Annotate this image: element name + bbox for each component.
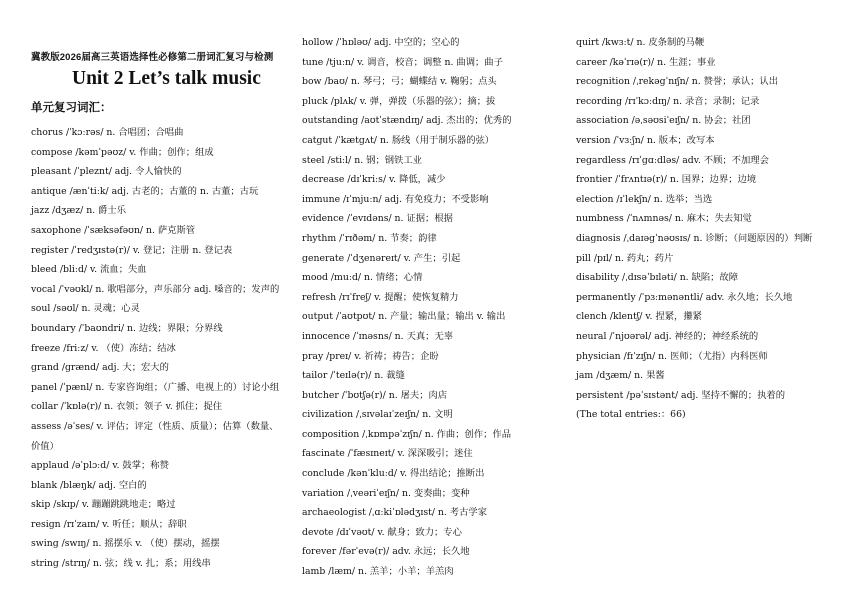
vocab-entry: version /ˈvɜːʃn/ n. 版本；改写本: [576, 134, 715, 146]
vocab-entry: pill /pɪl/ n. 药丸；药片: [576, 252, 674, 264]
vocab-entry: chorus /ˈkɔːrəs/ n. 合唱团；合唱曲: [31, 127, 184, 138]
vocab-entry: vocal /ˈvəʊkl/ n. 歌唱部分，声乐部分 adj. 嗓音的；发声的: [31, 283, 280, 295]
section-title: 单元复习词汇：: [31, 102, 112, 114]
vocab-entry: lamb /læm/ n. 羔羊；小羊；羊羔肉: [302, 566, 454, 578]
vocab-entry: swing /swɪŋ/ n. 摇摆乐 v. （使）摆动，摇摆: [31, 538, 220, 550]
vocab-entry: panel /ˈpænl/ n. 专家咨询组；（广播、电视上的）讨论小组: [31, 381, 280, 393]
vocab-entry: bow /baʊ/ n. 琴弓；弓；蝴蝶结 v. 鞠躬；点头: [302, 76, 497, 88]
vocab-entry: archaeologist /ˌɑːkiˈɒlədʒɪst/ n. 考古学家: [302, 507, 487, 519]
vocab-entry: civilization /ˌsɪvəlaɪˈzeɪʃn/ n. 文明: [302, 409, 453, 421]
vocab-entry: tailor /ˈteɪlə(r)/ n. 裁缝: [302, 370, 405, 382]
vocab-entry: pluck /plʌk/ v. 弹，弹拨（乐器的弦）；摘；拔: [302, 95, 496, 107]
vocab-entry: assess /əˈses/ v. 评估；评定（性质、质量）；估算（数量、: [31, 420, 279, 432]
vocab-entry: numbness /ˈnʌmnəs/ n. 麻木；失去知觉: [576, 213, 752, 225]
vocab-entry: butcher /ˈbʊtʃə(r)/ n. 屠夫；肉店: [302, 389, 448, 401]
vocab-entry: steel /stiːl/ n. 钢；钢铁工业: [302, 154, 422, 166]
vocab-entry: career /kəˈrɪə(r)/ n. 生涯；事业: [576, 56, 716, 68]
vocab-entry: blank /blæŋk/ adj. 空白的: [31, 479, 147, 491]
vocab-entry: immune /ɪˈmjuːn/ adj. 有免疫力；不受影响: [302, 193, 489, 205]
vocab-entry: generate /ˈdʒenəreɪt/ v. 产生；引起: [302, 252, 461, 264]
vocab-entry: boundary /ˈbaʊndri/ n. 边线；界限；分界线: [31, 322, 223, 334]
vocab-entry: hollow /ˈhɒləʊ/ adj. 中空的；空心的: [302, 37, 460, 48]
vocab-entry: tune /tjuːn/ v. 调音，校音；调整 n. 曲调；曲子: [302, 56, 503, 68]
unit-title: Unit 2 Let’s talk music: [72, 68, 261, 89]
vocab-entry: conclude /kənˈkluːd/ v. 得出结论；推断出: [302, 468, 485, 480]
vocab-entry: jazz /dʒæz/ n. 爵士乐: [31, 205, 127, 217]
vocab-entry: pleasant /ˈpleznt/ adj. 令人愉快的: [31, 166, 182, 178]
vocab-entry: election /ɪˈlekʃn/ n. 选举；当选: [576, 193, 713, 205]
vocab-entry: outstanding /aʊtˈstændɪŋ/ adj. 杰出的；优秀的: [302, 115, 512, 127]
vocab-entry: disability /ˌdɪsəˈbɪləti/ n. 缺陷；故障: [576, 272, 739, 284]
vocab-list-3: [576, 33, 846, 425]
vocab-entry: output /ˈaʊtpʊt/ n. 产量；输出量；输出 v. 输出: [302, 311, 506, 323]
vocab-entry: physician /fɪˈzɪʃn/ n. 医师；（尤指）内科医师: [576, 350, 768, 362]
vocab-entry: quirt /kwɜːt/ n. 皮条制的马鞭: [576, 37, 705, 48]
vocab-entry: clench /klentʃ/ v. 捏紧，攥紧: [576, 311, 702, 323]
vocab-entry: mood /muːd/ n. 情绪；心情: [302, 272, 423, 284]
vocab-entry: composition /ˌkɒmpəˈzɪʃn/ n. 作曲；创作；作品: [302, 428, 512, 440]
vocab-entry: freeze /friːz/ v. （使）冻结；结冰: [31, 342, 176, 354]
vocab-entry: pray /preɪ/ v. 祈祷；祷告；企盼: [302, 350, 439, 362]
vocab-entry: resign /rɪˈzaɪn/ v. 听任；顺从；辞职: [31, 518, 187, 530]
vocab-entry: innocence /ˈɪnəsns/ n. 天真；无辜: [302, 330, 454, 342]
vocab-entry: persistent /pəˈsɪstənt/ adj. 坚持不懈的；执着的: [576, 389, 785, 401]
vocab-entry: association /əˌsəʊsiˈeɪʃn/ n. 协会；社团: [576, 115, 751, 127]
vocab-entry: jam /dʒæm/ n. 果酱: [576, 370, 665, 382]
vocab-entry: variation /ˌveəriˈeɪʃn/ n. 变奏曲；变种: [302, 487, 470, 499]
vocab-entry: soul /səʊl/ n. 灵魂；心灵: [31, 303, 140, 315]
vocab-entry: compose /kəmˈpəʊz/ v. 作曲；创作；组成: [31, 146, 214, 158]
vocab-entry: applaud /əˈplɔːd/ v. 鼓掌；称赞: [31, 460, 169, 472]
vocab-entry: bleed /bliːd/ v. 流血；失血: [31, 264, 147, 276]
vocab-entry: catgut /ˈkætgʌt/ n. 肠线（用于制乐器的弦）: [302, 134, 495, 146]
vocab-entry: regardless /rɪˈgɑːdləs/ adv. 不顾；不加理会: [576, 154, 769, 166]
document-title: 冀教版2026届高三英语选择性必修第二册词汇复习与检测: [31, 52, 274, 63]
vocab-entry: 价值）: [31, 440, 59, 452]
vocab-entry: forever /fərˈevə(r)/ adv. 永远；长久地: [302, 546, 470, 558]
vocab-entry: neural /ˈnjʊərəl/ adj. 神经的；神经系统的: [576, 330, 759, 342]
vocab-entry: diagnosis /ˌdaɪəgˈnəʊsɪs/ n. 诊断；（问题原因的）判断: [576, 232, 813, 244]
vocab-entry: recording /rɪˈkɔːdɪŋ/ n. 录音；录制；记录: [576, 95, 760, 107]
vocab-entry: saxophone /ˈsæksəfəʊn/ n. 萨克斯管: [31, 224, 196, 236]
vocab-entry: frontier /ˈfrʌntɪə(r)/ n. 国界；边界；边境: [576, 174, 757, 186]
vocab-entry: collar /ˈkɒlə(r)/ n. 衣领；领子 v. 抓住；捉住: [31, 401, 223, 413]
vocab-entry: grand /grænd/ adj. 大；宏大的: [31, 362, 169, 374]
vocab-entry: antique /ænˈtiːk/ adj. 古老的；古董的 n. 古董；古玩: [31, 185, 259, 197]
vocab-entry: evidence /ˈevɪdəns/ n. 证据；根据: [302, 213, 453, 225]
vocab-list-1: [31, 123, 296, 574]
vocab-entry: recognition /ˌrekəgˈnɪʃn/ n. 赞誉；承认；认出: [576, 76, 779, 88]
vocab-entry: refresh /rɪˈfreʃ/ v. 提醒；使恢复精力: [302, 291, 459, 303]
vocab-entry: register /ˈredʒɪstə(r)/ v. 登记；注册 n. 登记表: [31, 244, 233, 256]
vocab-list-2: [302, 33, 570, 582]
vocab-entry: (The total entries:：66): [576, 409, 686, 421]
vocab-entry: string /strɪŋ/ n. 弦；线 v. 扎；系；用线串: [31, 558, 211, 570]
vocab-entry: fascinate /ˈfæsɪneɪt/ v. 深深吸引；迷住: [302, 448, 473, 460]
vocab-entry: devote /dɪˈvəʊt/ v. 献身；致力；专心: [302, 526, 462, 538]
vocab-entry: permanently /ˈpɜːmənəntli/ adv. 永久地；长久地: [576, 291, 793, 303]
vocab-entry: rhythm /ˈrɪðəm/ n. 节奏；韵律: [302, 232, 437, 244]
vocab-entry: decrease /dɪˈkriːs/ v. 降低，减少: [302, 174, 446, 186]
vocab-entry: skip /skɪp/ v. 蹦蹦跳跳地走；略过: [31, 499, 176, 511]
